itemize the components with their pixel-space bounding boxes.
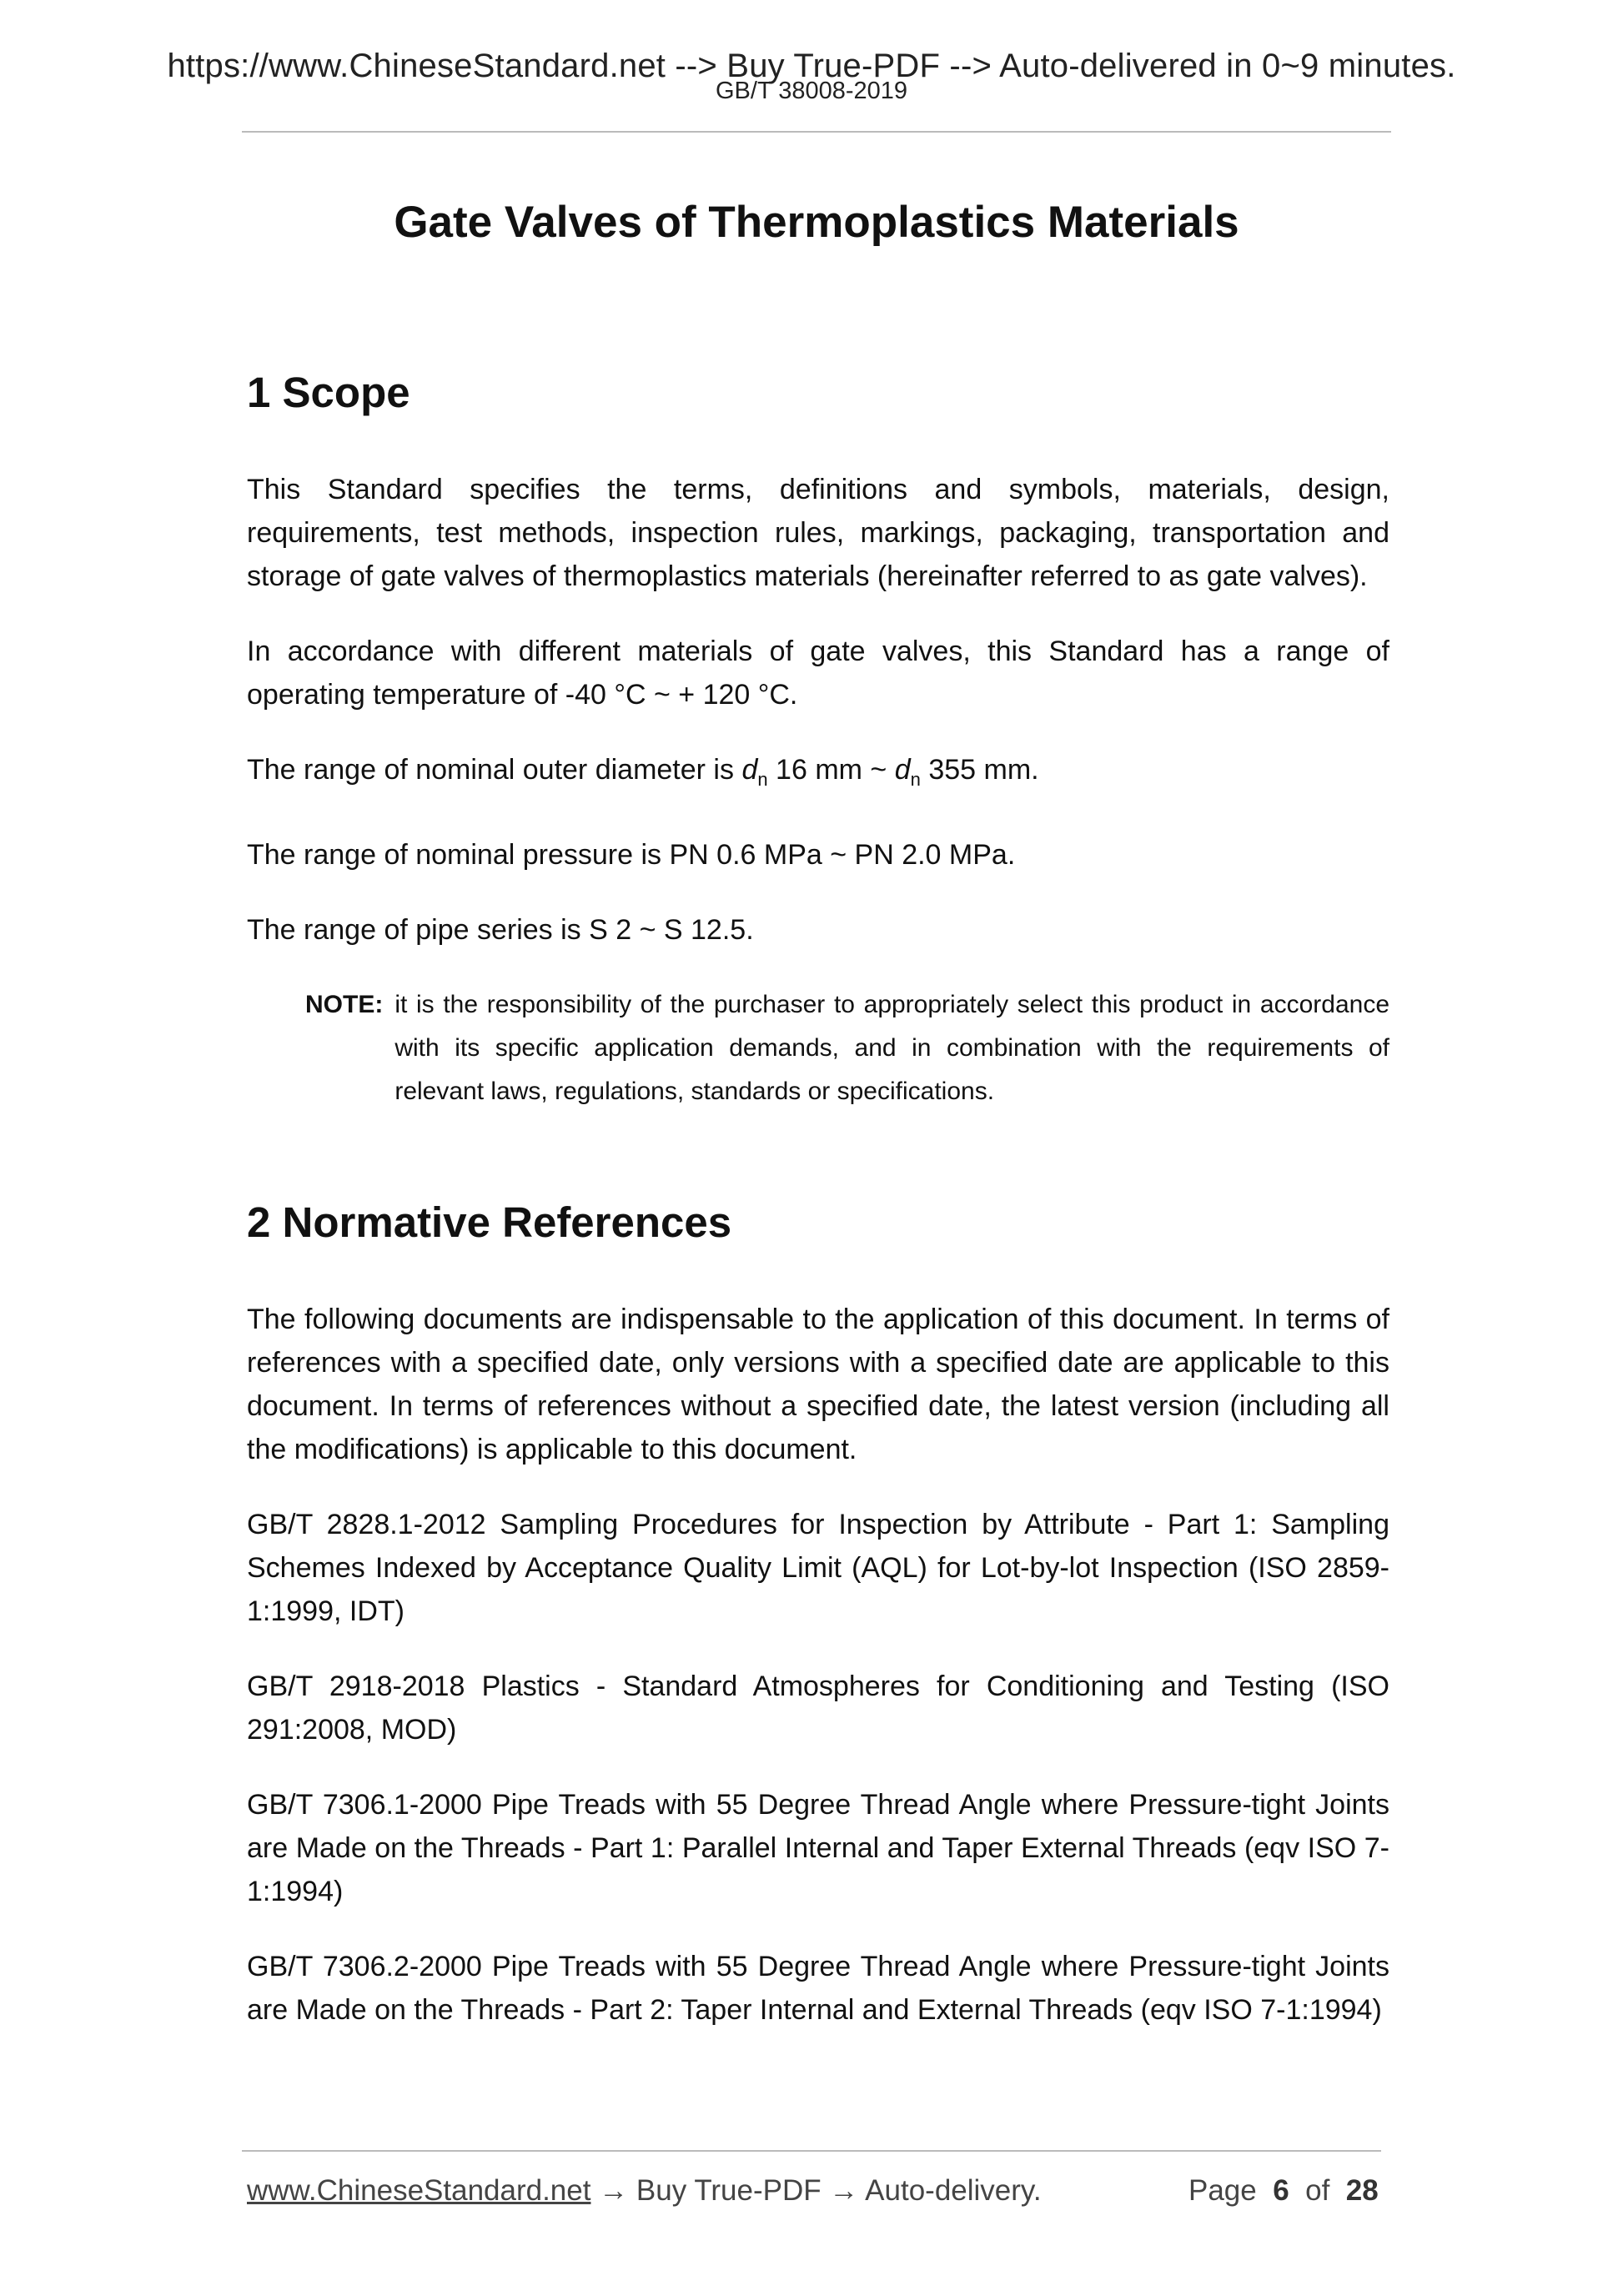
scope-note	[305, 983, 1389, 1113]
note-text: it is the responsibility of the purchaser to appropriately select this product in accordance with its specific application demands, and in combination with the requirements of relevant laws, regulations, standards or specifications.	[394, 990, 1389, 1105]
diameter-mid: 16 mm ~	[767, 754, 895, 786]
reference-item: GB/T 7306.1-2000 Pipe Treads with 55 Degree Thread Angle where Pressure-tight Joints are Made on the Threads - Part 1: Parallel Internal and Taper External Threads (eqv ISO 7-1:1994)	[247, 1789, 1389, 1907]
reference-item: GB/T 2918-2018 Plastics - Standard Atmospheres for Conditioning and Testing (ISO 291:2008, MOD)	[247, 1671, 1389, 1746]
subscript-n: n	[757, 768, 768, 790]
footer-source	[247, 2173, 1042, 2209]
diameter-suffix: 355 mm.	[920, 754, 1039, 786]
page-total: 28	[1345, 2174, 1379, 2207]
page-word: Page	[1188, 2174, 1257, 2207]
standard-number: GB/T 38008-2019	[715, 78, 908, 104]
of-word: of	[1305, 2174, 1330, 2207]
symbol-d: d	[741, 754, 758, 786]
scope-paragraph-2: In accordance with different materials of gate valves, this Standard has a range of operating temperature of -40 °C ~ + 120 °C.	[247, 636, 1389, 711]
page-number: 6	[1273, 2174, 1289, 2207]
symbol-d: d	[894, 754, 911, 786]
note-label: NOTE:	[305, 990, 384, 1018]
scope-paragraph-series: The range of pipe series is S 2 ~ S 12.5.	[247, 913, 754, 946]
references-intro: The following documents are indispensable to the application of this document. In terms of references with a specified date, only versions with a specified date are applicable to this document. In terms of references without a specified date, the latest version (including all the modifications) is applicable to this document.	[247, 1304, 1389, 1465]
footer-website-link[interactable]: www.ChineseStandard.net	[247, 2174, 591, 2207]
scope-paragraph-diameter	[247, 748, 1389, 801]
section-heading-scope: 1 Scope	[247, 369, 410, 416]
reference-item: GB/T 7306.2-2000 Pipe Treads with 55 Degree Thread Angle where Pressure-tight Joints are Made on the Threads - Part 2: Taper Internal and External Threads (eqv ISO 7-1:1994)	[247, 1951, 1389, 2026]
references-section	[247, 1298, 1389, 2063]
page-indicator	[1188, 2173, 1379, 2209]
source-banner: https://www.ChineseStandard.net --> Buy True-PDF --> Auto-delivered in 0~9 minutes.	[167, 48, 1456, 84]
diameter-prefix: The range of nominal outer diameter is	[247, 754, 742, 786]
document-title: Gate Valves of Thermoplastics Materials	[394, 198, 1239, 247]
reference-item: GB/T 2828.1-2012 Sampling Procedures for Inspection by Attribute - Part 1: Sampling Schemes Indexed by Acceptance Quality Limit (AQL) for Lot-by-lot Inspection (ISO 2859-1:1999, IDT)	[247, 1509, 1389, 1627]
header-divider	[242, 131, 1391, 133]
subscript-n: n	[910, 768, 921, 790]
scope-paragraph-1: This Standard specifies the terms, definitions and symbols, materials, design, requirements, test methods, inspection rules, markings, packaging, transportation and storage of gate valves of thermoplastics materials (hereinafter referred to as gate valves).	[247, 474, 1389, 592]
footer-tagline: → Buy True-PDF → Auto-delivery.	[590, 2174, 1042, 2207]
section-heading-normative-references: 2 Normative References	[247, 1198, 732, 1246]
scope-section	[247, 468, 1389, 1145]
footer-divider	[242, 2150, 1381, 2152]
scope-paragraph-pressure: The range of nominal pressure is PN 0.6 MPa ~ PN 2.0 MPa.	[247, 838, 1016, 871]
